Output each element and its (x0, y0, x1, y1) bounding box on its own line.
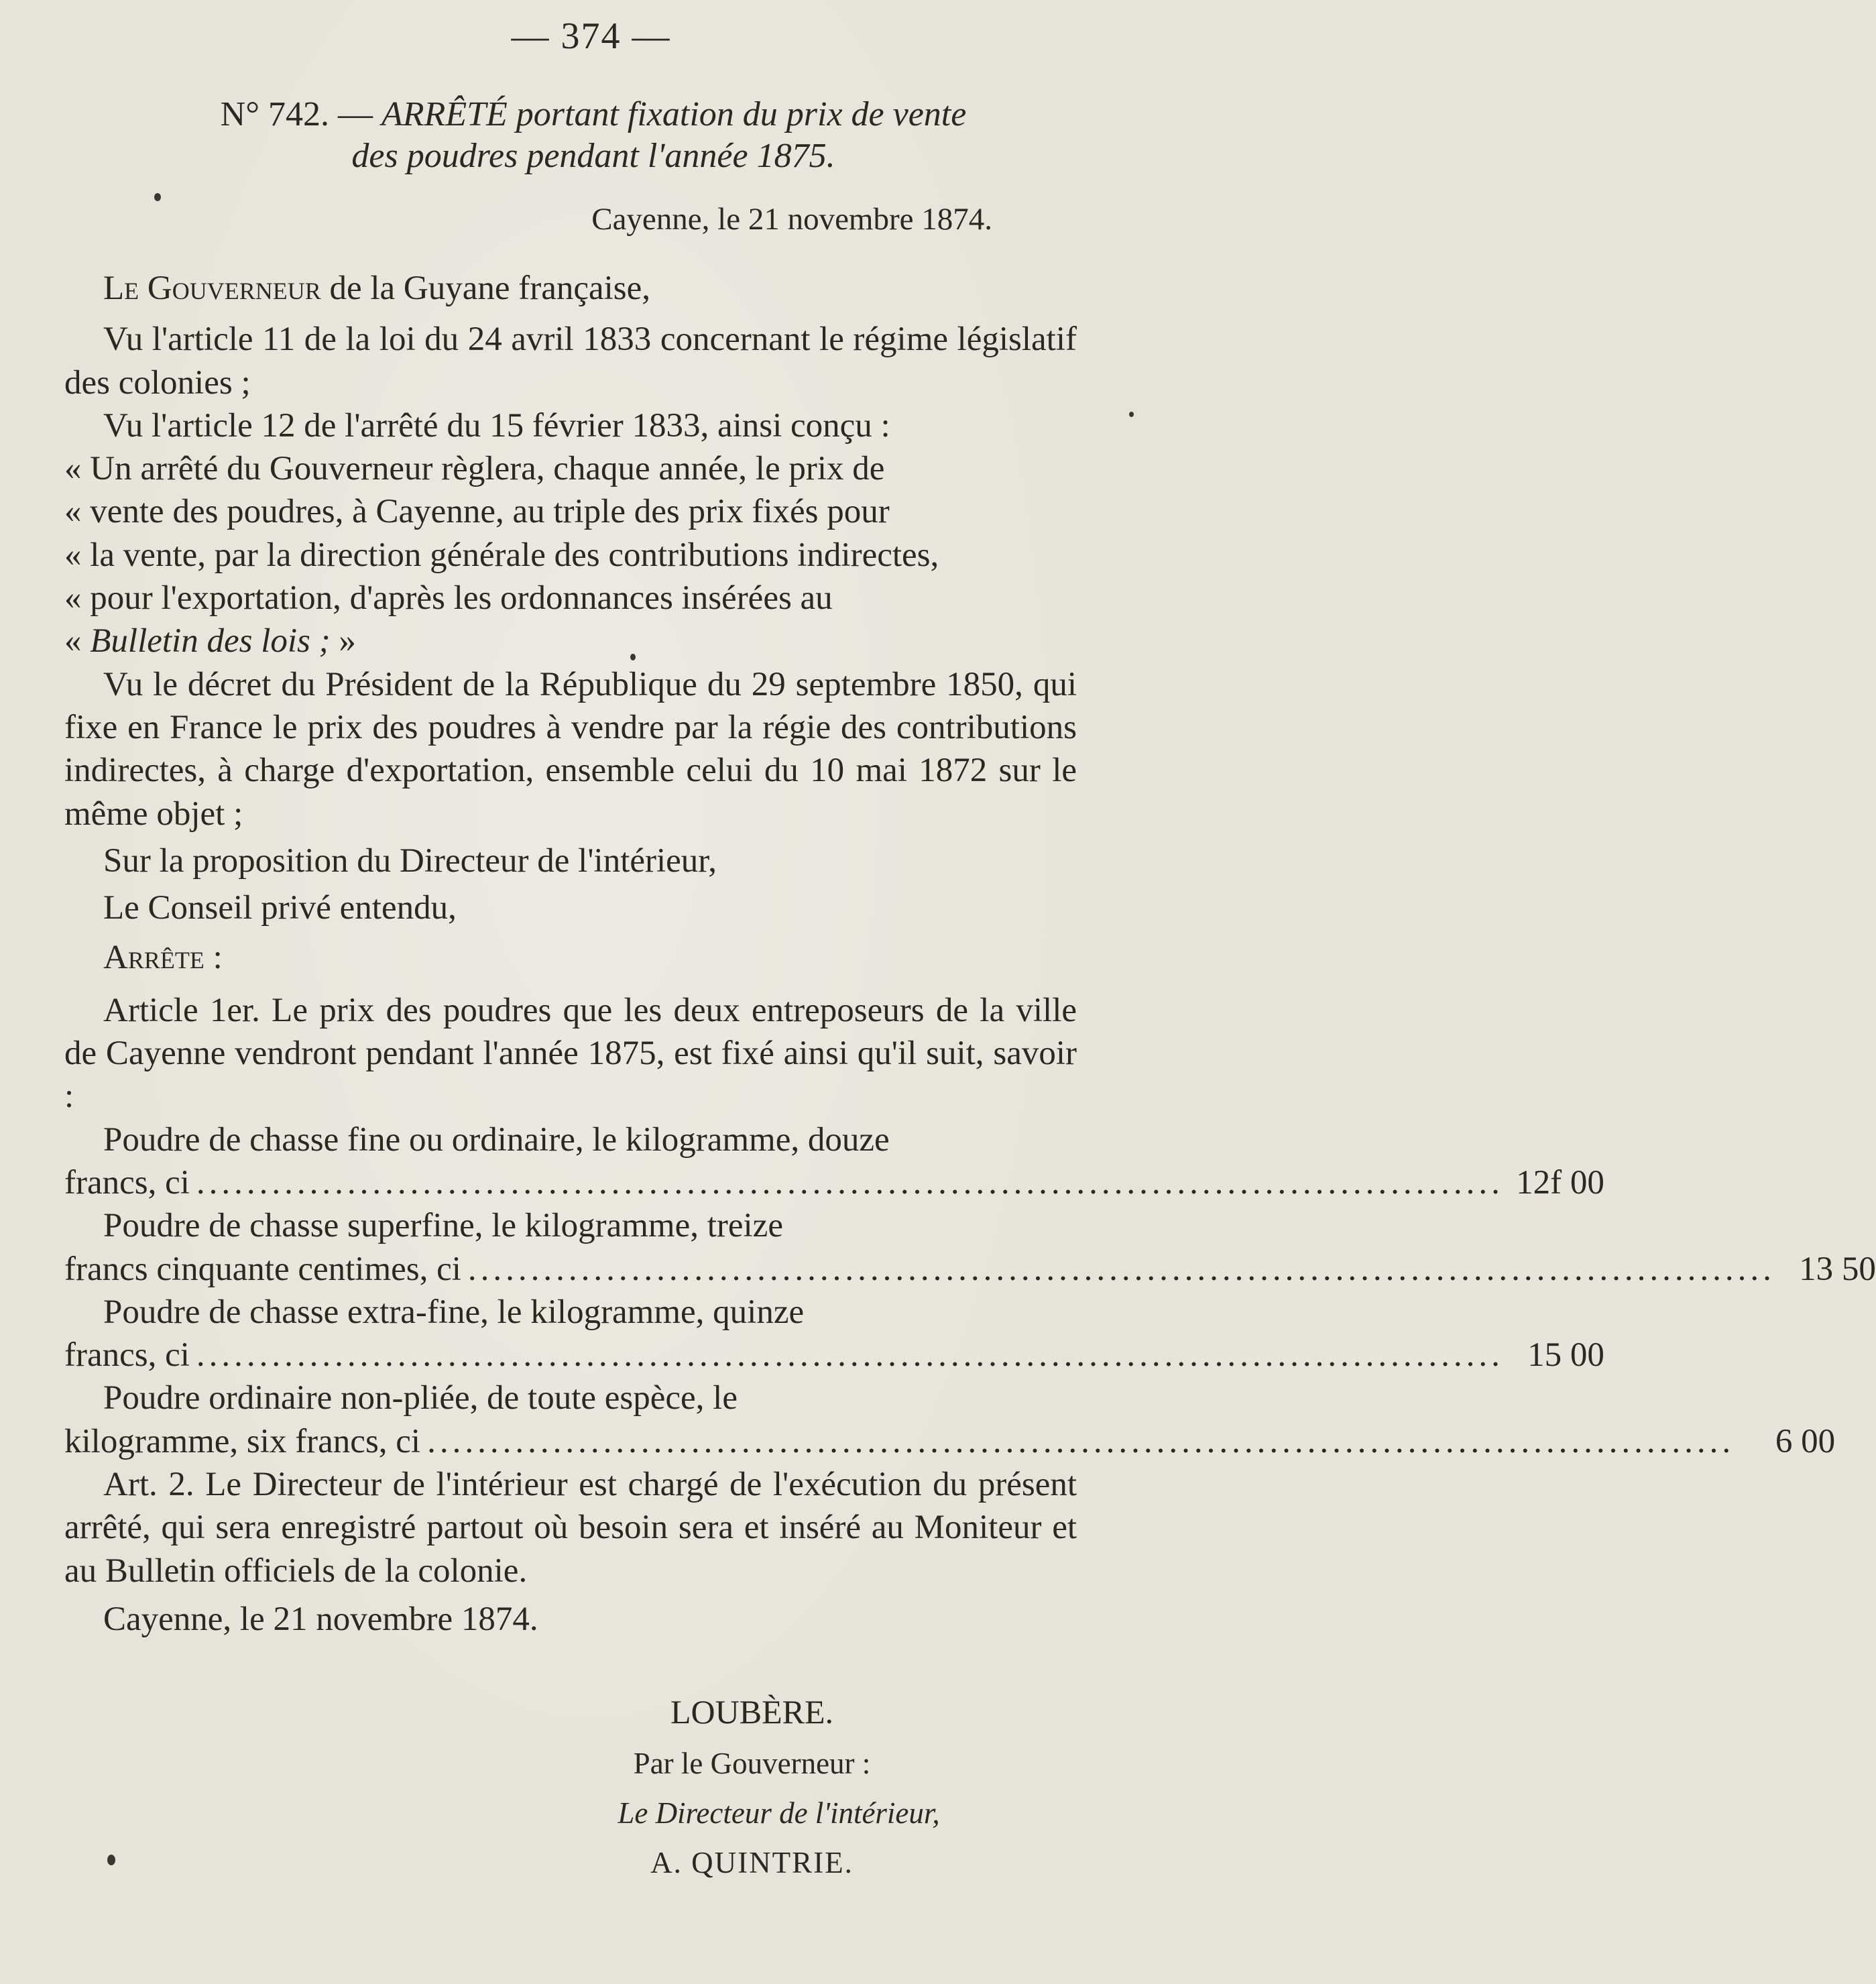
price-row (64, 1334, 1604, 1377)
gouverneur-title: Le Gouverneur (103, 270, 321, 307)
document-body (64, 267, 1876, 1641)
article-1: Article 1er. Le prix des poudres que les deux entreposeurs de la ville de Cayenne vendront pendant l'année 1875, est fixé ainsi qu'il suit, savoir : (64, 991, 1077, 1116)
signature-quintrie: A. QUINTRIE. (650, 1846, 854, 1879)
dot-leader: ........................................................................................................ (467, 1250, 1775, 1288)
price-value: 12f 00 (1516, 1163, 1604, 1202)
dot-leader: ........................................................................................................ (196, 1336, 1504, 1375)
dot-leader: ........................................................................................................ (427, 1422, 1735, 1460)
signature-par: Par le Gouverneur : (633, 1747, 871, 1780)
document-title (101, 94, 1086, 177)
dot-leader: ........................................................................................................ (196, 1163, 1504, 1202)
title-line-2 (101, 135, 1086, 177)
price-item (64, 1291, 1604, 1377)
price-item-cont: francs, ci (64, 1163, 190, 1202)
price-item-cont: francs cinquante centimes, ci (64, 1250, 461, 1288)
price-row (64, 1161, 1604, 1204)
vu-paragraph-2: Vu l'article 12 de l'arrêté du 15 février 1833, ainsi conçu : (103, 406, 890, 445)
price-item-text: Poudre de chasse superfine, le kilogramme, treize (103, 1207, 783, 1245)
quote-line-5 (64, 620, 1077, 662)
price-item (64, 1377, 1836, 1463)
signature-directeur: Le Directeur de l'intérieur, (618, 1796, 940, 1830)
article-2: Art. 2. Le Directeur de l'intérieur est chargé de l'exécution du présent arrêté, qui sera enregistré partout où besoin sera et inséré au Moniteur et au Bulletin officiels de la colonie. (64, 1466, 1077, 1590)
decree-number: N° 742. — (220, 95, 373, 133)
price-value: 15 00 (1527, 1336, 1604, 1375)
quote-open: « (64, 622, 91, 660)
price-value: 6 00 (1775, 1422, 1836, 1460)
title-text-2: des poudres pendant l'année 1875. (351, 137, 835, 175)
gouverneur-line (64, 267, 1077, 310)
page-number: — 374 — (511, 15, 671, 57)
ink-spot (1129, 412, 1134, 417)
arrete-heading: Arrête : (103, 939, 223, 977)
price-row (64, 1420, 1836, 1463)
price-item-text: Poudre de chasse fine ou ordinaire, le kilogramme, douze (103, 1120, 890, 1159)
conseil-line: Le Conseil privé entendu, (103, 889, 457, 927)
bulletin-des-lois: Bulletin des lois ; (90, 622, 331, 660)
price-value: 13 50 (1799, 1250, 1876, 1288)
gouverneur-rest: de la Guyane française, (320, 270, 651, 307)
ink-spot (630, 654, 636, 660)
date-bottom: Cayenne, le 21 novembre 1874. (103, 1600, 538, 1638)
price-item-text: Poudre ordinaire non-pliée, de toute espèce, le (103, 1379, 738, 1417)
signature-name: LOUBÈRE. (670, 1693, 834, 1731)
price-item-cont: francs, ci (64, 1336, 190, 1375)
quote-line-3: « la vente, par la direction générale des contributions indirectes, (64, 536, 939, 574)
vu-paragraph-3: Vu le décret du Président de la République du 29 septembre 1850, qui fixe en France le prix des poudres à vendre par la régie des contributions indirectes, à charge d'exportation, ensemble celui du 10 mai 1872 sur le même objet ; (64, 665, 1077, 833)
vu-paragraph-1: Vu l'article 11 de la loi du 24 avril 1833 concernant le régime législatif des colonies ; (64, 320, 1077, 402)
quote-line-1: « Un arrêté du Gouverneur règlera, chaque année, le prix de (64, 450, 885, 488)
ink-spot (154, 193, 161, 201)
proposition-line: Sur la proposition du Directeur de l'intérieur, (103, 841, 717, 880)
price-item (64, 1118, 1604, 1205)
quote-line-4: « pour l'exportation, d'après les ordonnances insérées au (64, 579, 833, 618)
quote-line-2: « vente des poudres, à Cayenne, au triple des prix fixés pour (64, 493, 890, 531)
price-row (64, 1248, 1876, 1291)
price-item-text: Poudre de chasse extra-fine, le kilogramme, quinze (103, 1293, 805, 1331)
price-item-cont: kilogramme, six francs, ci (64, 1422, 421, 1460)
quote-close: » (330, 622, 356, 660)
price-list (64, 1118, 1876, 1463)
title-text-1: ARRÊTÉ portant fixation du prix de vente (382, 95, 967, 133)
price-item (64, 1204, 1876, 1291)
date-line: Cayenne, le 21 novembre 1874. (591, 202, 992, 237)
title-line-1 (101, 94, 1086, 135)
ink-spot (107, 1855, 115, 1865)
